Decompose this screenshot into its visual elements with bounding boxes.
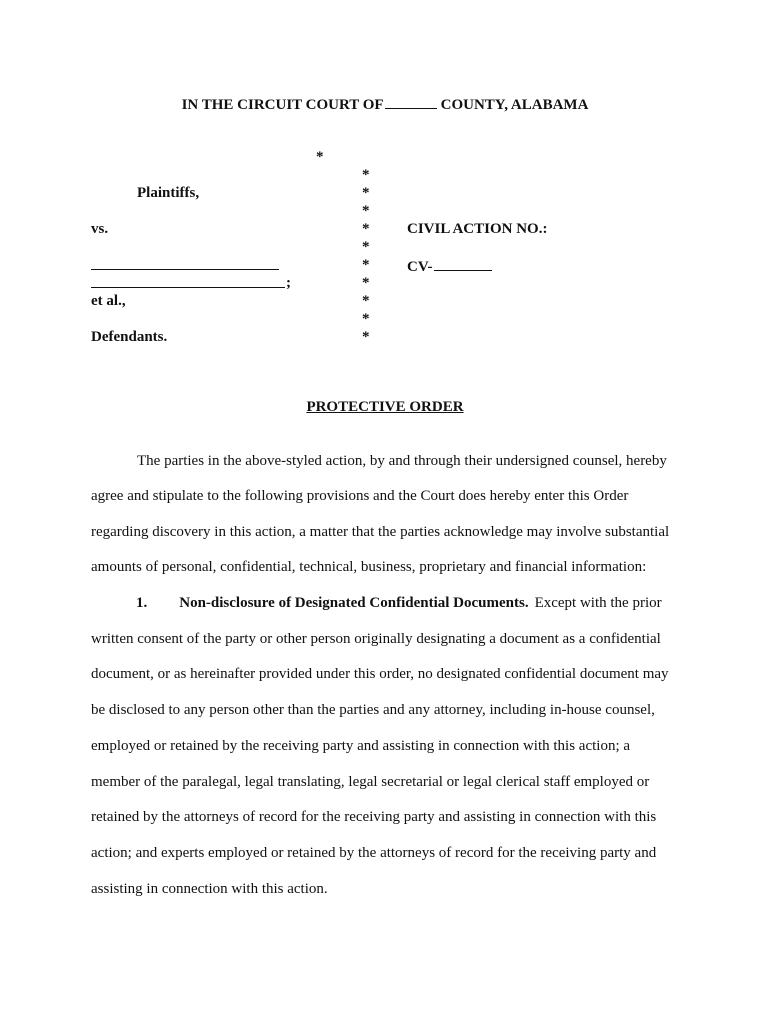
caption-star: * xyxy=(362,239,370,255)
section-1-first-line xyxy=(136,594,662,612)
paragraph-line: The parties in the above-styled action, by and through their undersigned counsel, hereby xyxy=(137,453,667,469)
defendant-name-line-2 xyxy=(91,287,285,288)
versus-label: vs. xyxy=(91,221,109,237)
caption-star: * xyxy=(362,203,370,219)
plaintiffs-label: Plaintiffs, xyxy=(137,185,200,201)
paragraph-line: document, or as hereinafter provided under this order, no designated confidential document may xyxy=(91,666,669,682)
caption-star: * xyxy=(362,257,370,273)
defendant-name-line xyxy=(91,269,279,270)
paragraph-line: regarding discovery in this action, a matter that the parties acknowledge may involve substantial xyxy=(91,524,670,540)
paragraph-line: amounts of personal, confidential, technical, business, proprietary and financial information: xyxy=(91,559,647,575)
paragraph-line: retained by the attorneys of record for the receiving party and assisting in connection with this xyxy=(91,809,657,825)
paragraph-line: member of the paralegal, legal translating, legal secretarial or legal clerical staff employed or xyxy=(91,774,650,790)
court-heading-suffix: COUNTY, ALABAMA xyxy=(440,97,589,113)
paragraph-line: be disclosed to any person other than the parties and any attorney, including in-house counsel, xyxy=(91,702,655,718)
paragraph-line: employed or retained by the receiving party and assisting in connection with this action; a xyxy=(91,738,631,754)
et-al-label: et al., xyxy=(91,293,126,309)
caption-star: * xyxy=(362,167,370,183)
document-title: PROTECTIVE ORDER xyxy=(306,399,464,415)
caption-star: * xyxy=(362,275,370,291)
defendant-semicolon: ; xyxy=(286,275,291,291)
caption-star: * xyxy=(362,329,370,345)
section-1-first-line-text: Except with the prior xyxy=(534,595,662,611)
county-blank-line xyxy=(385,94,437,109)
section-1-heading: Non-disclosure of Designated Confidential Documents. xyxy=(179,595,529,611)
caption-star: * xyxy=(362,185,370,201)
section-1-number: 1. xyxy=(136,595,148,611)
case-number xyxy=(407,256,492,276)
court-heading xyxy=(0,94,770,114)
civil-action-label: CIVIL ACTION NO.: xyxy=(407,221,548,237)
caption-star: * xyxy=(316,149,324,165)
court-heading-prefix: IN THE CIRCUIT COURT OF xyxy=(181,97,384,113)
case-number-blank-line xyxy=(434,256,492,271)
caption-star: * xyxy=(362,311,370,327)
defendants-label: Defendants. xyxy=(91,329,168,345)
caption-star: * xyxy=(362,293,370,309)
caption-star: * xyxy=(362,221,370,237)
paragraph-line: agree and stipulate to the following provisions and the Court does hereby enter this Order xyxy=(91,488,629,504)
paragraph-line: written consent of the party or other person originally designating a document as a confidential xyxy=(91,631,661,647)
paragraph-line: assisting in connection with this action. xyxy=(91,881,328,897)
paragraph-line: action; and experts employed or retained by the attorneys of record for the receiving party and xyxy=(91,845,657,861)
case-number-prefix: CV- xyxy=(407,259,433,275)
